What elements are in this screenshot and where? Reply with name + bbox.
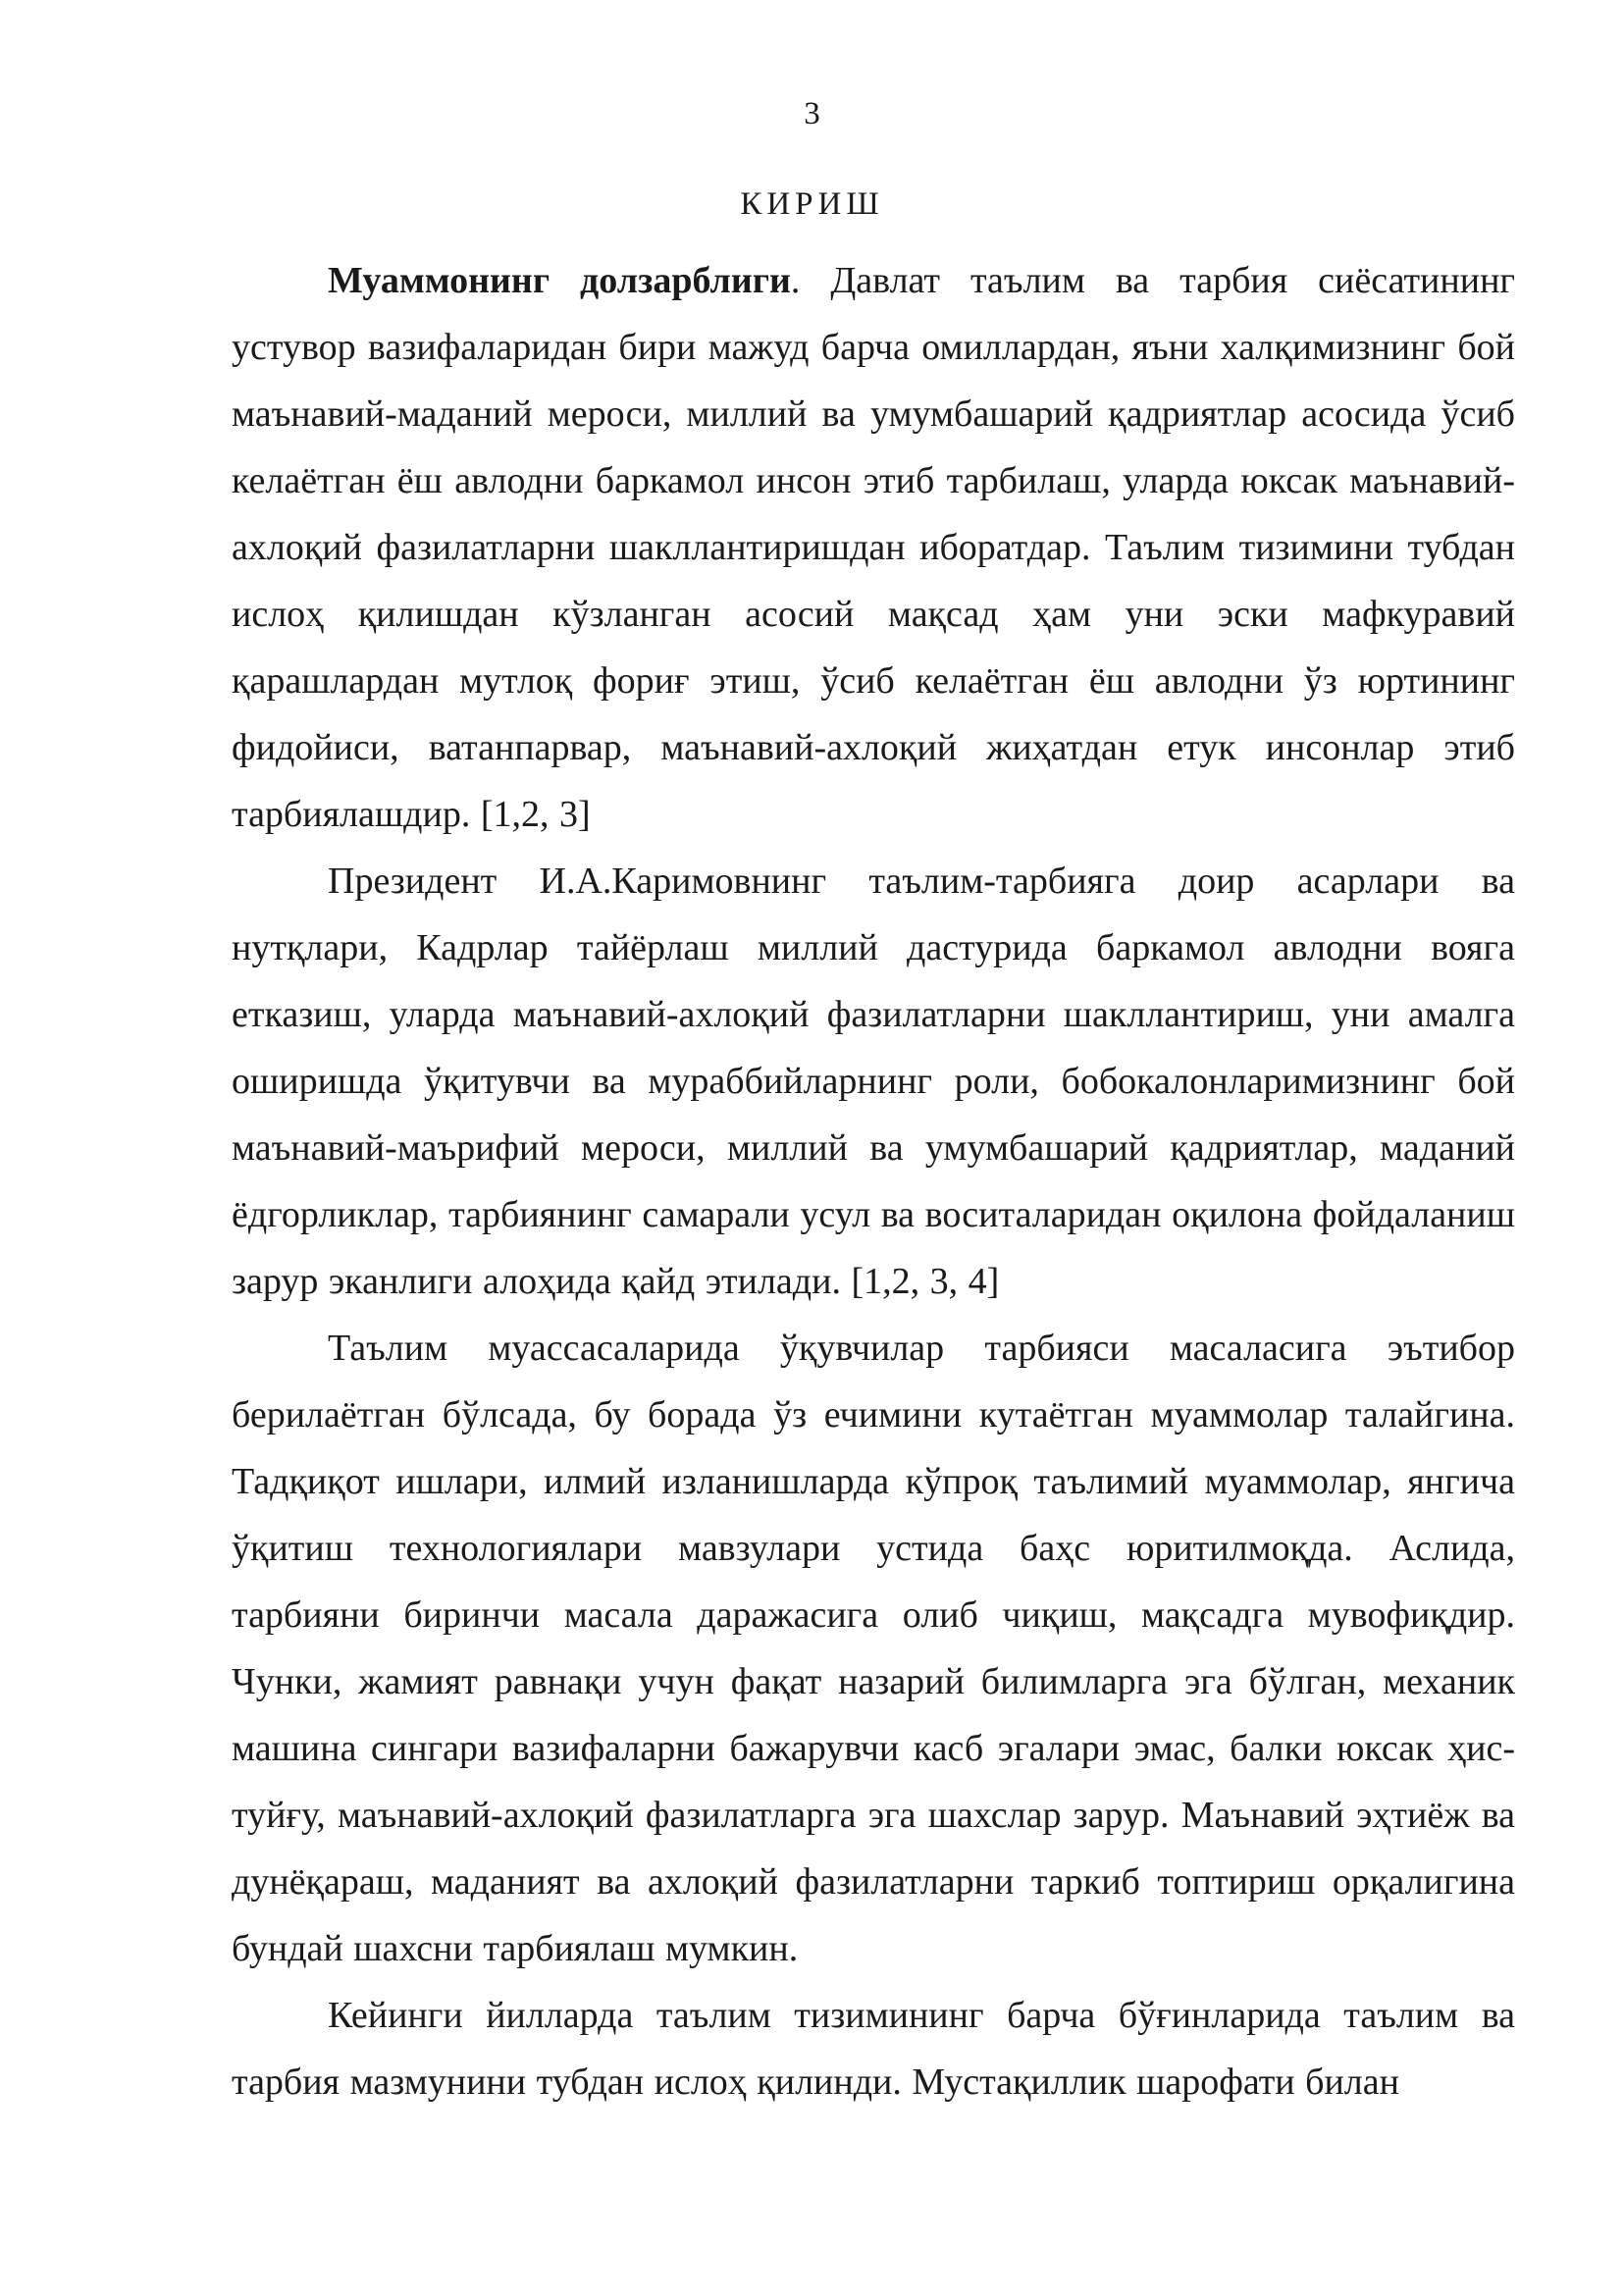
page-number: 3	[804, 96, 820, 131]
paragraph-lead-bold: Муаммонинг долзарблиги	[328, 260, 791, 301]
paragraph-president-works	[232, 848, 1515, 1315]
paragraph-text: Президент И.А.Каримовнинг таълим-тарбияга доир асарлари ва нутқлари, Кадрлар тайёрлаш миллий дастурида баркамол авлодни вояга етказиш, уларда маънавий-ахлоқий фазилатларни шакллантириш, уни амалга оширишда ўқитувчи ва мураббийларнинг роли, бобокалонларимизнинг бой маънавий-маърифий мероси, миллий ва умумбашарий қадриятлар, маданий ёдгорликлар, тарбиянинг самарали усул ва воситаларидан оқилона фойдаланиш зарур эканлиги алоҳида қайд этилади. [1,2, 3, 4]	[232, 861, 1515, 1302]
paragraph-relevance	[232, 247, 1515, 848]
paragraph-education-institutions	[232, 1315, 1515, 1982]
paragraph-text: Таълим муассасаларида ўқувчилар тарбияси масаласига эътибор берилаётган бўлсада, бу борада ўз ечимини кутаётган муаммолар талайгина. Тадқиқот ишлари, илмий изланишларда кўпроқ таълимий муаммолар, янгича ўқитиш технологиялари мавзулари устида баҳс юритилмоқда. Аслида, тарбияни биринчи масала даражасига олиб чиқиш, мақсадга мувофиқдир. Чунки, жамият равнақи учун фақат назарий билимларга эга бўлган, механик машина сингари вазифаларни бажарувчи касб эгалари эмас, балки юксак ҳис-туйғу, маънавий-ахлоқий фазилатларга эга шахслар зарур. Маънавий эҳтиёж ва дунёқараш, маданият ва ахлоқий фазилатларни таркиб топтириш орқалигина бундай шахсни тарбиялаш мумкин.	[232, 1328, 1515, 1969]
paragraph-recent-years	[232, 1982, 1515, 2115]
paragraph-text: Кейинги йилларда таълим тизимининг барча бўғинларида таълим ва тарбия мазмунини тубдан ислоҳ қилинди. Мустақиллик шарофати билан	[232, 1995, 1515, 2103]
section-heading: КИРИШ	[740, 186, 884, 222]
paragraph-text: . Давлат таълим ва тарбия сиёсатининг устувор вазифаларидан бири мажуд барча омиллардан, яъни халқимизнинг бой маънавий-маданий мероси, миллий ва умумбашарий қадриятлар асосида ўсиб келаётган ёш авлодни баркамол инсон этиб тарбилаш, уларда юксак маънавий-ахлоқий фазилатларни шакллантиришдан иборатдар. Таълим тизимини тубдан ислоҳ қилишдан кўзланган асосий мақсад ҳам уни эски мафкуравий қарашлардан мутлоқ фориғ этиш, ўсиб келаётган ёш авлодни ўз юртининг фидойиси, ватанпарвар, маънавий-ахлоқий жиҳатдан етук инсонлар этиб тарбиялашдир. [1,2, 3]	[232, 260, 1515, 835]
document-body	[232, 247, 1515, 2115]
